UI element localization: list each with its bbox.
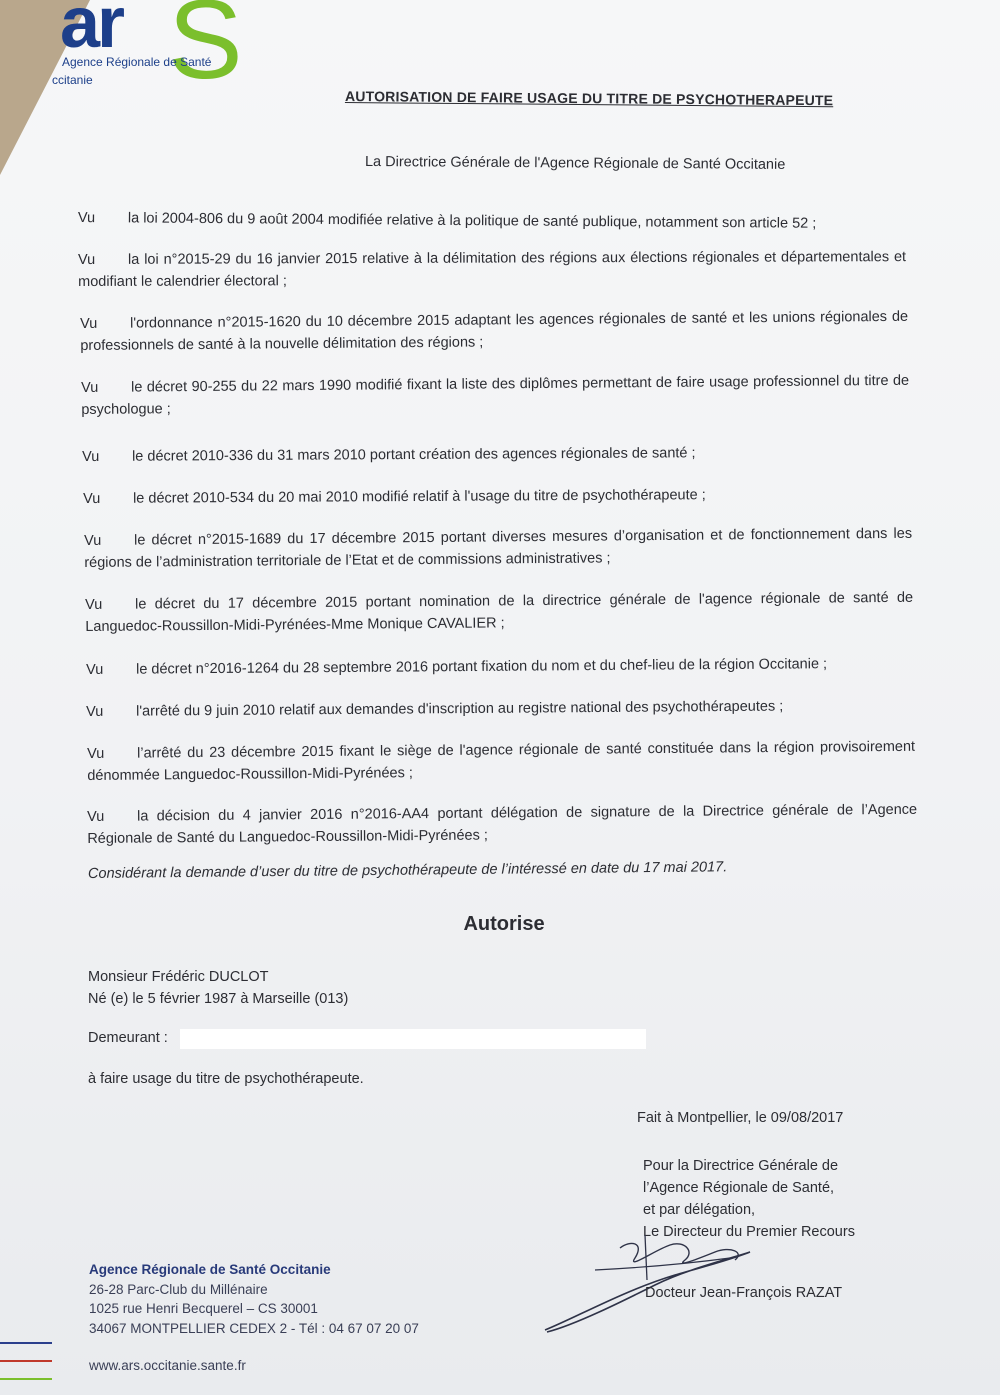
vu-label: Vu xyxy=(84,532,102,549)
redacted-address xyxy=(180,1029,646,1049)
vu-label: Vu xyxy=(86,703,104,720)
vu-item xyxy=(87,799,917,850)
signatory-line: Le Directeur du Premier Recours xyxy=(643,1224,855,1240)
vu-text: le décret 90-255 du 22 mars 1990 modifié fixant la liste des diplômes permettant de faire usage professionnel du titre de psychologue ; xyxy=(81,372,910,418)
vu-item xyxy=(83,483,883,510)
vu-text: l'ordonnance n°2015-1620 du 10 décembre 2015 adaptant les agences régionales de santé et les unions régionales de professionnels de santé à la nouvelle délimitation des régions ; xyxy=(80,308,909,354)
logo-mark-ar: ar xyxy=(60,0,123,63)
vu-label: Vu xyxy=(80,315,98,332)
footer-address-line: 1025 rue Henri Becquerel – CS 30001 xyxy=(89,1301,318,1316)
vu-label: Vu xyxy=(82,448,100,465)
vu-text: le décret n°2015-1689 du 17 décembre 2015 portant diverses mesures d’organisation et de fonctionnement dans les régions de l’administration territoriale de l’Etat et de commissions administratives ; xyxy=(84,525,913,571)
vu-text: le décret n°2016-1264 du 28 septembre 2016 portant fixation du nom et du chef-lieu de la région Occitanie ; xyxy=(136,656,828,678)
vu-item xyxy=(78,207,893,235)
vu-text: la loi n°2015-29 du 16 janvier 2015 relative à la délimitation des régions aux élections régionales et départementales et modifiant le calendrier électoral ; xyxy=(78,249,907,290)
vu-text: le décret 2010-336 du 31 mars 2010 portant création des agences régionales de santé ; xyxy=(132,445,696,465)
beneficiary-block xyxy=(88,966,348,1010)
document-title: AUTORISATION DE FAIRE USAGE DU TITRE DE PSYCHOTHERAPEUTE xyxy=(344,88,834,109)
vu-text: la loi 2004-806 du 9 août 2004 modifiée relative à la politique de santé publique, notamment son article 52 ; xyxy=(127,210,817,232)
vu-item xyxy=(86,695,886,723)
usage-text: à faire usage du titre de psychothérapeute. xyxy=(88,1071,364,1087)
beneficiary-birth: Né (e) le 5 février 1987 à Marseille (013) xyxy=(88,991,349,1007)
document-subtitle: La Directrice Générale de l'Agence Régionale de Santé Occitanie xyxy=(364,154,786,173)
footer-rule-blue xyxy=(0,1342,52,1344)
footer-org: Agence Régionale de Santé Occitanie xyxy=(89,1262,331,1277)
beneficiary-name: Monsieur Frédéric DUCLOT xyxy=(88,969,269,985)
footer-rule-red xyxy=(0,1360,52,1362)
vu-label: Vu xyxy=(81,379,99,396)
vu-item xyxy=(78,246,906,293)
vu-item xyxy=(82,441,882,468)
vu-item xyxy=(84,523,912,574)
vu-item xyxy=(85,587,913,638)
vu-label: Vu xyxy=(87,745,105,762)
vu-item xyxy=(80,306,908,357)
autorise-heading: Autorise xyxy=(463,913,545,935)
vu-item xyxy=(87,736,915,787)
vu-item xyxy=(81,370,909,421)
footer-address-line: 34067 MONTPELLIER CEDEX 2 - Tél : 04 67 07 20 07 xyxy=(89,1320,419,1336)
vu-label: Vu xyxy=(87,808,105,825)
vu-text: le décret 2010-534 du 20 mai 2010 modifié relatif à l'usage du titre de psychothérapeute ; xyxy=(133,487,706,507)
logo-mark-s: S xyxy=(168,0,243,102)
signer-name: Docteur Jean-François RAZAT xyxy=(645,1285,843,1301)
vu-label: Vu xyxy=(86,661,104,678)
vu-text: le décret du 17 décembre 2015 portant nomination de la directrice générale de l'agence régionale de santé de Languedoc-Roussillon-Midi-Pyrénées-Mme Monique CAVALIER ; xyxy=(85,589,914,635)
signatory-line: Pour la Directrice Générale de xyxy=(643,1158,839,1174)
logo-text-region: ccitanie xyxy=(52,73,93,87)
vu-label: Vu xyxy=(78,251,96,268)
vu-text: la décision du 4 janvier 2016 n°2016-AA4 portant délégation de signature de la Directrice générale de l’Agence Régionale de Santé du Languedoc-Roussillon-Midi-Pyrénées ; xyxy=(87,801,918,847)
signatory-line: l’Agence Régionale de Santé, xyxy=(643,1180,835,1196)
vu-text: l’arrêté du 23 décembre 2015 fixant le siège de l'agence régionale de santé constituée dans la région provisoirement dénommée Languedoc-Roussillon-Midi-Pyrénées ; xyxy=(87,738,916,784)
vu-label: Vu xyxy=(85,596,103,613)
considerant-text: Considérant la demande d’user du titre de psychothérapeute de l’intéressé en date du 17 mai 2017. xyxy=(87,859,728,882)
ars-logo xyxy=(50,0,243,102)
footer-rule-green xyxy=(0,1378,52,1380)
vu-label: Vu xyxy=(83,490,101,507)
footer-address xyxy=(89,1260,419,1338)
address-label: Demeurant : xyxy=(88,1030,168,1046)
place-date: Fait à Montpellier, le 09/08/2017 xyxy=(637,1110,844,1126)
vu-label: Vu xyxy=(77,209,96,227)
vu-text: l'arrêté du 9 juin 2010 relatif aux demandes d'inscription au registre national des psychothérapeutes ; xyxy=(136,698,784,720)
signatory-line: et par délégation, xyxy=(643,1202,756,1218)
vu-item xyxy=(86,653,906,681)
footer-website: www.ars.occitanie.sante.fr xyxy=(89,1358,246,1373)
logo-text-agency: Agence Régionale de Santé xyxy=(62,55,212,69)
footer-address-line: 26-28 Parc-Club du Millénaire xyxy=(89,1281,268,1297)
